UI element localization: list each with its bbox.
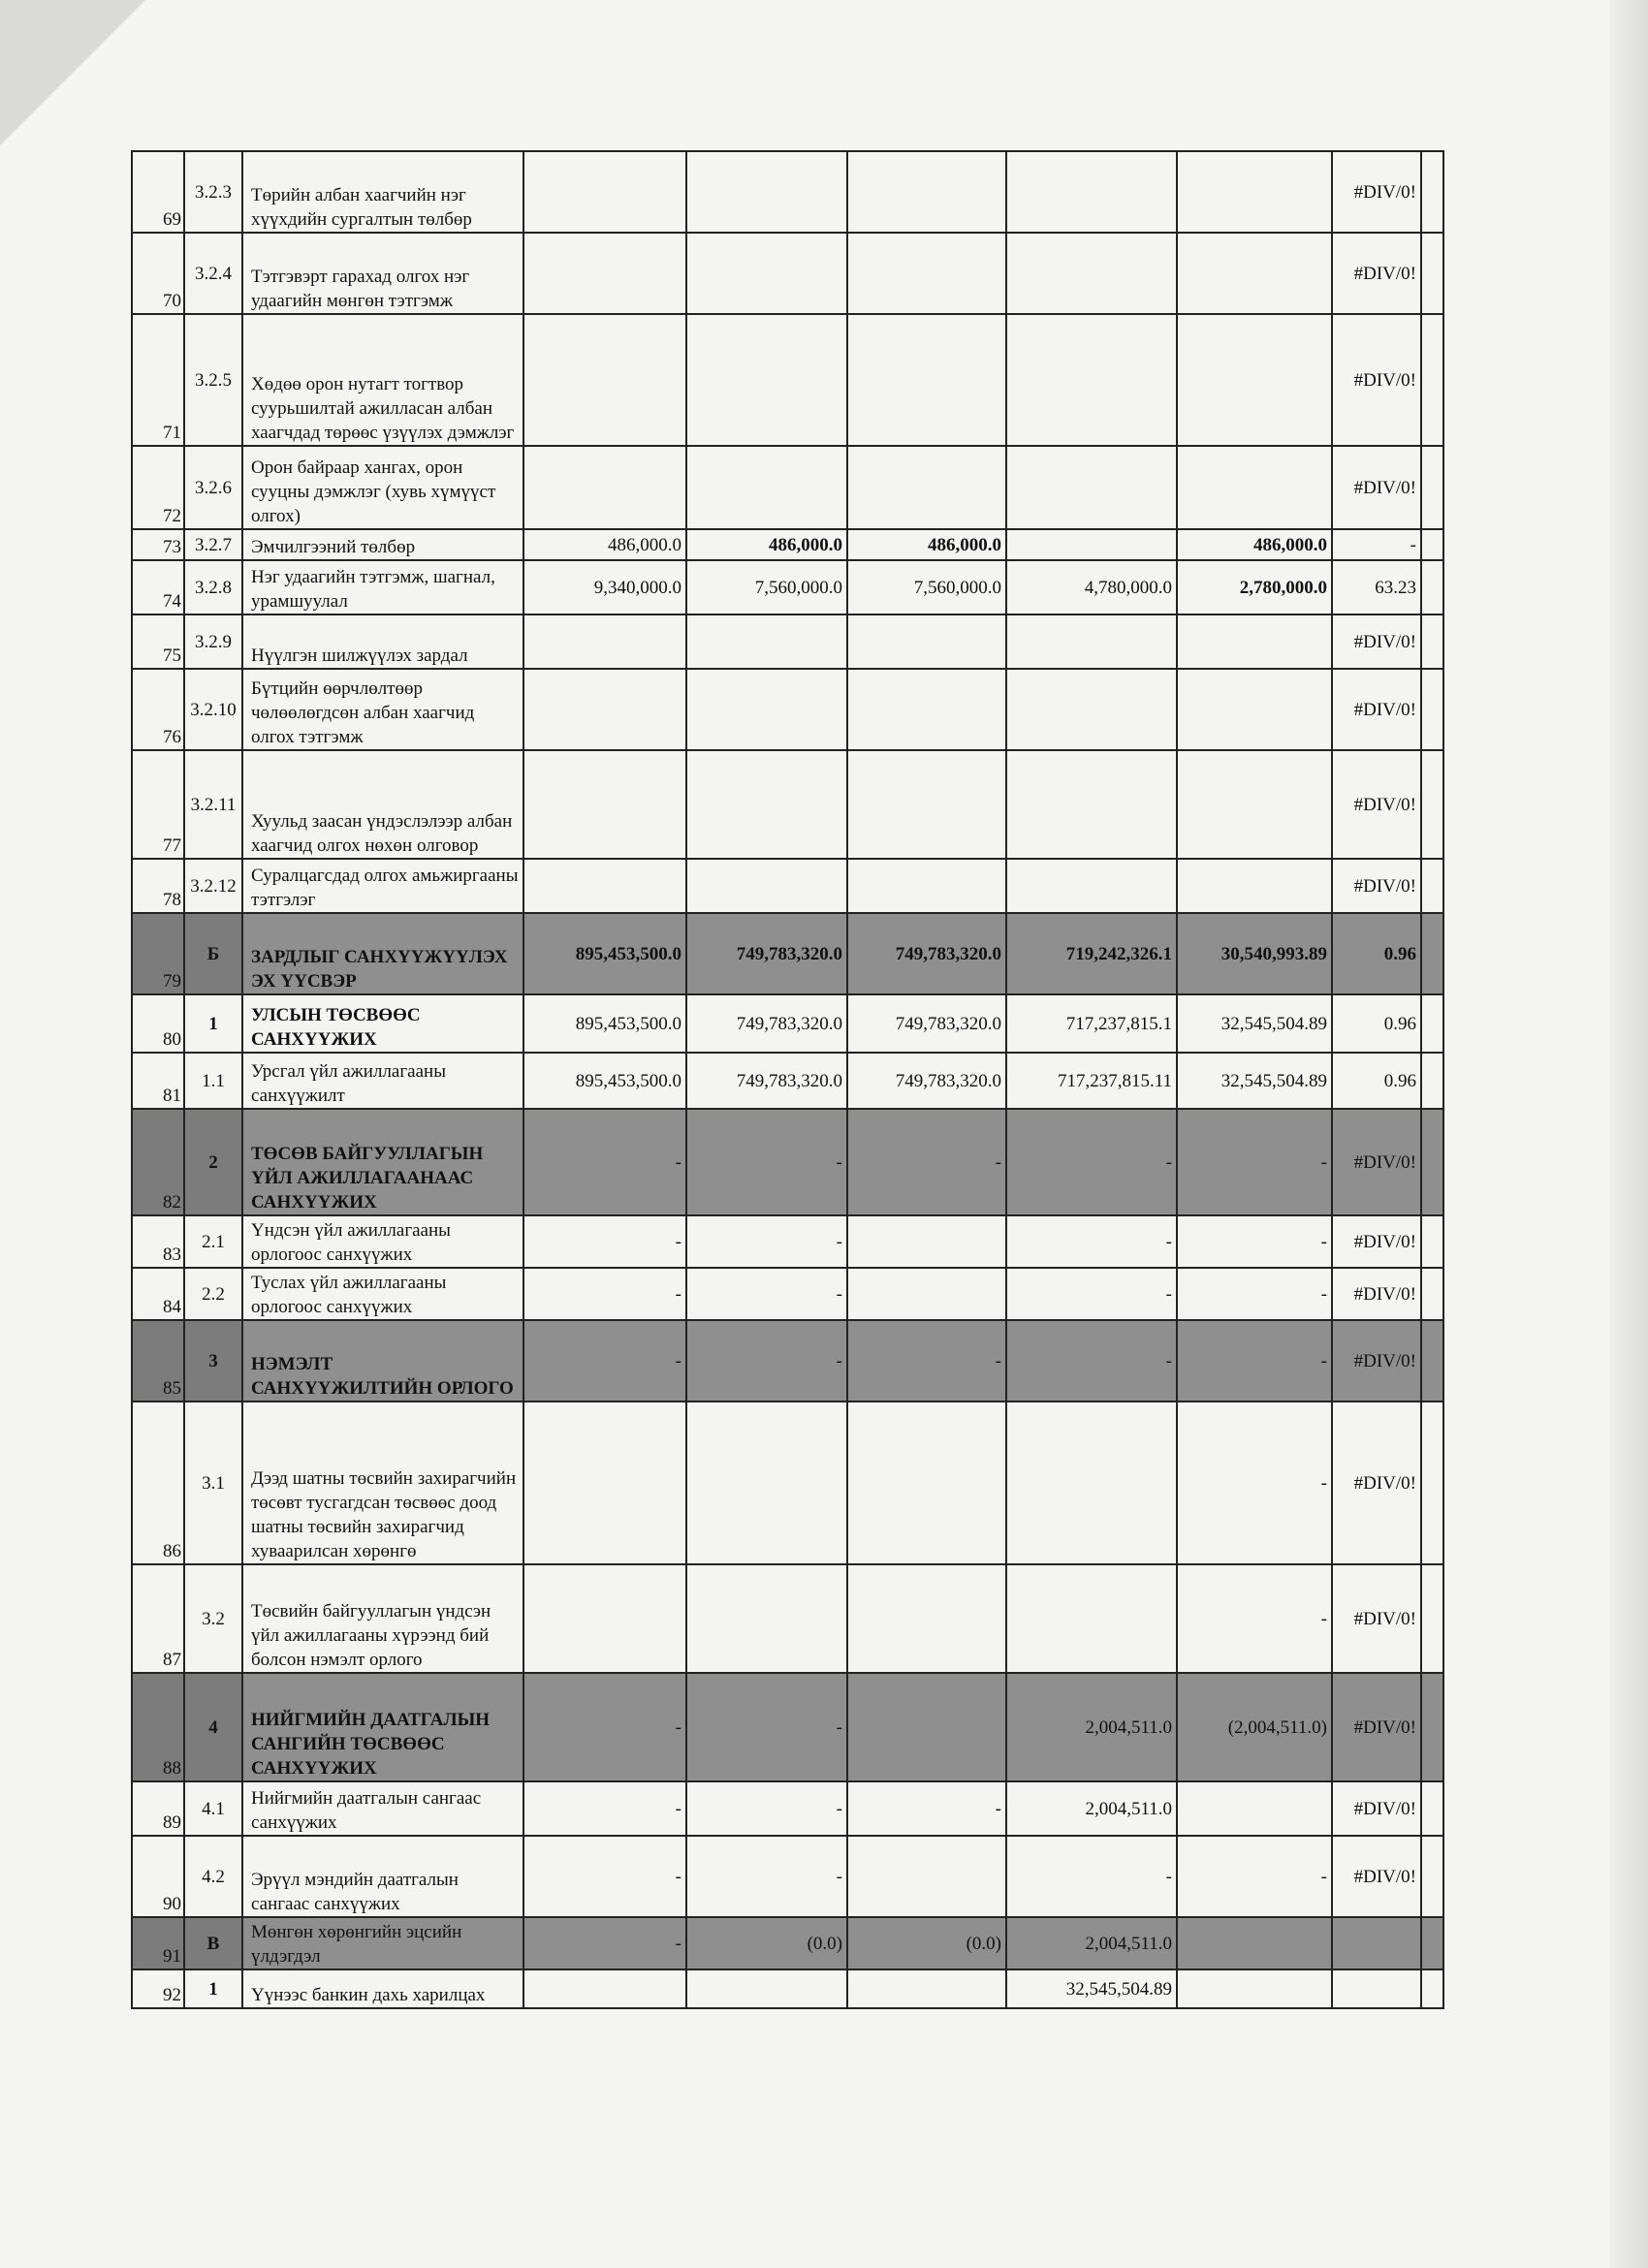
value-cell-5: -	[1177, 1320, 1332, 1402]
value-cell-5	[1177, 750, 1332, 859]
row-name-cell: Бүтцийн өөрчлөлтөөр чөлөөлөгдсөн албан хаагчид олгох тэтгэмж	[242, 669, 523, 750]
value-cell-4	[1006, 151, 1177, 233]
value-cell-2: (0.0)	[686, 1917, 847, 1969]
value-cell-4: -	[1006, 1320, 1177, 1402]
value-cell-5	[1177, 859, 1332, 913]
value-cell-3	[847, 669, 1006, 750]
blank-cell	[1421, 314, 1443, 446]
row-number-cell: 91	[132, 1917, 184, 1969]
table-row	[132, 1320, 1443, 1402]
value-cell-1	[523, 233, 686, 314]
value-cell-2	[686, 233, 847, 314]
value-cell-5: 30,540,993.89	[1177, 913, 1332, 994]
row-code-cell: 3.2.6	[184, 446, 242, 529]
row-code-cell: 4	[184, 1673, 242, 1781]
value-cell-5: 486,000.0	[1177, 529, 1332, 560]
value-cell-5	[1177, 151, 1332, 233]
value-cell-4	[1006, 314, 1177, 446]
value-cell-4	[1006, 446, 1177, 529]
value-cell-2	[686, 614, 847, 669]
value-cell-3	[847, 750, 1006, 859]
row-code-cell: 2.2	[184, 1268, 242, 1320]
value-cell-4	[1006, 529, 1177, 560]
value-cell-6: #DIV/0!	[1332, 1673, 1421, 1781]
blank-cell	[1421, 1564, 1443, 1673]
row-number-cell: 82	[132, 1109, 184, 1215]
table-row	[132, 446, 1443, 529]
value-cell-1	[523, 750, 686, 859]
value-cell-3: (0.0)	[847, 1917, 1006, 1969]
value-cell-3	[847, 1215, 1006, 1268]
value-cell-3: 749,783,320.0	[847, 1053, 1006, 1109]
blank-cell	[1421, 446, 1443, 529]
table-row	[132, 1215, 1443, 1268]
value-cell-5: (2,004,511.0)	[1177, 1673, 1332, 1781]
table-row	[132, 1109, 1443, 1215]
value-cell-1: -	[523, 1781, 686, 1836]
value-cell-6: #DIV/0!	[1332, 314, 1421, 446]
value-cell-3	[847, 1969, 1006, 2008]
value-cell-6: #DIV/0!	[1332, 669, 1421, 750]
value-cell-1	[523, 1402, 686, 1564]
row-code-cell: 3.2.3	[184, 151, 242, 233]
value-cell-4	[1006, 669, 1177, 750]
row-name-cell: УЛСЫН ТӨСВӨӨС САНХҮҮЖИХ	[242, 994, 523, 1053]
row-number-cell: 88	[132, 1673, 184, 1781]
value-cell-3	[847, 1268, 1006, 1320]
value-cell-1: -	[523, 1836, 686, 1917]
table-row	[132, 233, 1443, 314]
page-corner-fold	[0, 0, 145, 145]
value-cell-5	[1177, 233, 1332, 314]
row-number-cell: 73	[132, 529, 184, 560]
value-cell-4	[1006, 614, 1177, 669]
row-number-cell: 74	[132, 560, 184, 614]
value-cell-3: -	[847, 1320, 1006, 1402]
row-name-cell: Орон байраар хангах, орон сууцны дэмжлэг (хувь хүмүүст олгох)	[242, 446, 523, 529]
row-number-cell: 81	[132, 1053, 184, 1109]
value-cell-3	[847, 614, 1006, 669]
row-number-cell: 84	[132, 1268, 184, 1320]
row-number-cell: 87	[132, 1564, 184, 1673]
value-cell-3: 749,783,320.0	[847, 913, 1006, 994]
row-code-cell: 3	[184, 1320, 242, 1402]
row-code-cell: 2.1	[184, 1215, 242, 1268]
value-cell-5: 32,545,504.89	[1177, 994, 1332, 1053]
row-code-cell: Б	[184, 913, 242, 994]
value-cell-2	[686, 446, 847, 529]
value-cell-2: 7,560,000.0	[686, 560, 847, 614]
row-number-cell: 71	[132, 314, 184, 446]
row-number-cell: 77	[132, 750, 184, 859]
row-code-cell: 1.1	[184, 1053, 242, 1109]
value-cell-3	[847, 233, 1006, 314]
row-number-cell: 80	[132, 994, 184, 1053]
value-cell-3	[847, 1673, 1006, 1781]
table-row	[132, 529, 1443, 560]
value-cell-6: #DIV/0!	[1332, 1781, 1421, 1836]
value-cell-4	[1006, 859, 1177, 913]
value-cell-1	[523, 669, 686, 750]
table-row	[132, 614, 1443, 669]
value-cell-3: 486,000.0	[847, 529, 1006, 560]
value-cell-1: -	[523, 1215, 686, 1268]
value-cell-5	[1177, 669, 1332, 750]
blank-cell	[1421, 750, 1443, 859]
row-name-cell: НИЙГМИЙН ДААТГАЛЫН САНГИЙН ТӨСВӨӨС САНХҮҮЖИХ	[242, 1673, 523, 1781]
blank-cell	[1421, 1215, 1443, 1268]
value-cell-4	[1006, 1402, 1177, 1564]
value-cell-6: #DIV/0!	[1332, 1215, 1421, 1268]
blank-cell	[1421, 233, 1443, 314]
row-code-cell: 3.2.8	[184, 560, 242, 614]
value-cell-3: -	[847, 1109, 1006, 1215]
table-row	[132, 1564, 1443, 1673]
value-cell-2: -	[686, 1836, 847, 1917]
value-cell-2	[686, 750, 847, 859]
value-cell-5: -	[1177, 1564, 1332, 1673]
blank-cell	[1421, 1053, 1443, 1109]
row-number-cell: 79	[132, 913, 184, 994]
blank-cell	[1421, 560, 1443, 614]
row-name-cell: Урсгал үйл ажиллагааны санхүүжилт	[242, 1053, 523, 1109]
table-row	[132, 1781, 1443, 1836]
value-cell-4: -	[1006, 1109, 1177, 1215]
blank-cell	[1421, 1109, 1443, 1215]
value-cell-1: -	[523, 1268, 686, 1320]
value-cell-1	[523, 446, 686, 529]
row-number-cell: 86	[132, 1402, 184, 1564]
value-cell-6: #DIV/0!	[1332, 1564, 1421, 1673]
blank-cell	[1421, 913, 1443, 994]
row-number-cell: 89	[132, 1781, 184, 1836]
row-number-cell: 83	[132, 1215, 184, 1268]
value-cell-3	[847, 446, 1006, 529]
row-number-cell: 72	[132, 446, 184, 529]
blank-cell	[1421, 1268, 1443, 1320]
value-cell-2: -	[686, 1268, 847, 1320]
value-cell-4: 717,237,815.11	[1006, 1053, 1177, 1109]
value-cell-3	[847, 1564, 1006, 1673]
value-cell-1: -	[523, 1109, 686, 1215]
value-cell-6: #DIV/0!	[1332, 1320, 1421, 1402]
row-name-cell: Тэтгэвэрт гарахад олгох нэг удаагийн мөнгөн тэтгэмж	[242, 233, 523, 314]
row-name-cell: Дээд шатны төсвийн захирагчийн төсөвт тусгагдсан төсвөөс доод шатны төсвийн захирагчид хуваарилсан хөрөнгө	[242, 1402, 523, 1564]
row-name-cell: Төсвийн байгууллагын үндсэн үйл ажиллагааны хүрээнд бий болсон нэмэлт орлого	[242, 1564, 523, 1673]
value-cell-4: 719,242,326.1	[1006, 913, 1177, 994]
row-name-cell: ТӨСӨВ БАЙГУУЛЛАГЫН ҮЙЛ АЖИЛЛАГААНААС САНХҮҮЖИХ	[242, 1109, 523, 1215]
row-code-cell: 3.2.4	[184, 233, 242, 314]
blank-cell	[1421, 1320, 1443, 1402]
value-cell-2: -	[686, 1109, 847, 1215]
value-cell-3: -	[847, 1781, 1006, 1836]
value-cell-5	[1177, 314, 1332, 446]
value-cell-3: 7,560,000.0	[847, 560, 1006, 614]
value-cell-5	[1177, 614, 1332, 669]
value-cell-6	[1332, 1969, 1421, 2008]
value-cell-5: 32,545,504.89	[1177, 1053, 1332, 1109]
table-row	[132, 913, 1443, 994]
value-cell-1	[523, 859, 686, 913]
blank-cell	[1421, 1781, 1443, 1836]
value-cell-2: -	[686, 1673, 847, 1781]
table-body	[132, 151, 1443, 2008]
row-code-cell: 3.2.11	[184, 750, 242, 859]
value-cell-6: #DIV/0!	[1332, 1109, 1421, 1215]
value-cell-4	[1006, 1564, 1177, 1673]
value-cell-1: -	[523, 1917, 686, 1969]
table-row	[132, 1402, 1443, 1564]
blank-cell	[1421, 1969, 1443, 2008]
value-cell-6: #DIV/0!	[1332, 151, 1421, 233]
row-code-cell: 3.2.10	[184, 669, 242, 750]
blank-cell	[1421, 1673, 1443, 1781]
value-cell-5: -	[1177, 1836, 1332, 1917]
value-cell-5: -	[1177, 1402, 1332, 1564]
row-code-cell: 1	[184, 994, 242, 1053]
row-code-cell: 4.1	[184, 1781, 242, 1836]
table-row	[132, 750, 1443, 859]
value-cell-5: -	[1177, 1268, 1332, 1320]
table-row	[132, 1969, 1443, 2008]
value-cell-1: 895,453,500.0	[523, 994, 686, 1053]
table-row	[132, 1836, 1443, 1917]
table-row	[132, 1268, 1443, 1320]
value-cell-3	[847, 1402, 1006, 1564]
row-name-cell: Эрүүл мэндийн даатгалын сангаас санхүүжих	[242, 1836, 523, 1917]
table-row	[132, 560, 1443, 614]
row-code-cell: 1	[184, 1969, 242, 2008]
value-cell-1: -	[523, 1673, 686, 1781]
value-cell-3: 749,783,320.0	[847, 994, 1006, 1053]
value-cell-1: -	[523, 1320, 686, 1402]
value-cell-6: #DIV/0!	[1332, 1402, 1421, 1564]
value-cell-6: #DIV/0!	[1332, 1268, 1421, 1320]
row-number-cell: 90	[132, 1836, 184, 1917]
table-row	[132, 1917, 1443, 1969]
table-row	[132, 669, 1443, 750]
blank-cell	[1421, 1836, 1443, 1917]
value-cell-4	[1006, 233, 1177, 314]
row-name-cell: Мөнгөн хөрөнгийн эцсийн үлдэгдэл	[242, 1917, 523, 1969]
blank-cell	[1421, 1917, 1443, 1969]
value-cell-5: 2,780,000.0	[1177, 560, 1332, 614]
value-cell-2: 486,000.0	[686, 529, 847, 560]
blank-cell	[1421, 529, 1443, 560]
blank-cell	[1421, 1402, 1443, 1564]
blank-cell	[1421, 669, 1443, 750]
value-cell-5: -	[1177, 1215, 1332, 1268]
value-cell-6: #DIV/0!	[1332, 1836, 1421, 1917]
value-cell-6: #DIV/0!	[1332, 446, 1421, 529]
value-cell-2	[686, 859, 847, 913]
value-cell-2	[686, 669, 847, 750]
value-cell-1: 895,453,500.0	[523, 1053, 686, 1109]
value-cell-2: -	[686, 1320, 847, 1402]
value-cell-5	[1177, 446, 1332, 529]
row-number-cell: 78	[132, 859, 184, 913]
table-row	[132, 151, 1443, 233]
value-cell-2	[686, 1969, 847, 2008]
value-cell-6: #DIV/0!	[1332, 750, 1421, 859]
row-name-cell: Эмчилгээний төлбөр	[242, 529, 523, 560]
table-row	[132, 1053, 1443, 1109]
page-edge-shadow	[1609, 0, 1648, 2268]
table-row	[132, 314, 1443, 446]
value-cell-4: 2,004,511.0	[1006, 1673, 1177, 1781]
value-cell-6: 63.23	[1332, 560, 1421, 614]
row-code-cell: 3.2.9	[184, 614, 242, 669]
value-cell-4: 4,780,000.0	[1006, 560, 1177, 614]
row-number-cell: 70	[132, 233, 184, 314]
value-cell-2	[686, 151, 847, 233]
value-cell-6: 0.96	[1332, 1053, 1421, 1109]
table-row	[132, 1673, 1443, 1781]
value-cell-2: 749,783,320.0	[686, 913, 847, 994]
value-cell-5	[1177, 1781, 1332, 1836]
row-name-cell: НЭМЭЛТ САНХҮҮЖИЛТИЙН ОРЛОГО	[242, 1320, 523, 1402]
row-name-cell: ЗАРДЛЫГ САНХҮҮЖҮҮЛЭХ ЭХ ҮҮСВЭР	[242, 913, 523, 994]
row-name-cell: Суралцагсдад олгох амьжиргааны тэтгэлэг	[242, 859, 523, 913]
row-code-cell: 3.2	[184, 1564, 242, 1673]
row-code-cell: 3.1	[184, 1402, 242, 1564]
blank-cell	[1421, 994, 1443, 1053]
value-cell-5	[1177, 1969, 1332, 2008]
value-cell-4: 717,237,815.1	[1006, 994, 1177, 1053]
value-cell-4: 2,004,511.0	[1006, 1781, 1177, 1836]
value-cell-6	[1332, 1917, 1421, 1969]
value-cell-4: -	[1006, 1268, 1177, 1320]
row-name-cell: Үүнээс банкин дахь харилцах	[242, 1969, 523, 2008]
value-cell-6: -	[1332, 529, 1421, 560]
row-name-cell: Нүүлгэн шилжүүлэх зардал	[242, 614, 523, 669]
value-cell-2: 749,783,320.0	[686, 1053, 847, 1109]
value-cell-3	[847, 859, 1006, 913]
value-cell-4: -	[1006, 1215, 1177, 1268]
row-number-cell: 85	[132, 1320, 184, 1402]
blank-cell	[1421, 859, 1443, 913]
row-name-cell: Хуульд заасан үндэслэлээр албан хаагчид олгох нөхөн олговор	[242, 750, 523, 859]
row-code-cell: 4.2	[184, 1836, 242, 1917]
value-cell-2: 749,783,320.0	[686, 994, 847, 1053]
value-cell-1	[523, 1969, 686, 2008]
row-code-cell: 3.2.5	[184, 314, 242, 446]
value-cell-5: -	[1177, 1109, 1332, 1215]
value-cell-4: 32,545,504.89	[1006, 1969, 1177, 2008]
row-name-cell: Нэг удаагийн тэтгэмж, шагнал, урамшуулал	[242, 560, 523, 614]
blank-cell	[1421, 614, 1443, 669]
row-name-cell: Туслах үйл ажиллагааны орлогоос санхүүжих	[242, 1268, 523, 1320]
row-number-cell: 76	[132, 669, 184, 750]
value-cell-1: 486,000.0	[523, 529, 686, 560]
value-cell-3	[847, 151, 1006, 233]
row-name-cell: Төрийн албан хаагчийн нэг хүүхдийн сургалтын төлбөр	[242, 151, 523, 233]
value-cell-4	[1006, 750, 1177, 859]
value-cell-1	[523, 151, 686, 233]
value-cell-5	[1177, 1917, 1332, 1969]
value-cell-1	[523, 1564, 686, 1673]
row-number-cell: 75	[132, 614, 184, 669]
row-code-cell: В	[184, 1917, 242, 1969]
value-cell-2	[686, 314, 847, 446]
row-number-cell: 92	[132, 1969, 184, 2008]
value-cell-6: #DIV/0!	[1332, 614, 1421, 669]
value-cell-4: -	[1006, 1836, 1177, 1917]
row-code-cell: 2	[184, 1109, 242, 1215]
row-code-cell: 3.2.7	[184, 529, 242, 560]
row-name-cell: Үндсэн үйл ажиллагааны орлогоос санхүүжих	[242, 1215, 523, 1268]
value-cell-6: #DIV/0!	[1332, 233, 1421, 314]
value-cell-1: 895,453,500.0	[523, 913, 686, 994]
value-cell-2: -	[686, 1215, 847, 1268]
table-row	[132, 994, 1443, 1053]
row-number-cell: 69	[132, 151, 184, 233]
value-cell-4: 2,004,511.0	[1006, 1917, 1177, 1969]
value-cell-6: 0.96	[1332, 913, 1421, 994]
row-name-cell: Нийгмийн даатгалын сангаас санхүүжих	[242, 1781, 523, 1836]
value-cell-2: -	[686, 1781, 847, 1836]
value-cell-1: 9,340,000.0	[523, 560, 686, 614]
value-cell-2	[686, 1564, 847, 1673]
budget-table	[131, 150, 1444, 2009]
value-cell-1	[523, 314, 686, 446]
value-cell-3	[847, 314, 1006, 446]
value-cell-6: #DIV/0!	[1332, 859, 1421, 913]
table-row	[132, 859, 1443, 913]
blank-cell	[1421, 151, 1443, 233]
row-code-cell: 3.2.12	[184, 859, 242, 913]
value-cell-2	[686, 1402, 847, 1564]
value-cell-6: 0.96	[1332, 994, 1421, 1053]
value-cell-1	[523, 614, 686, 669]
value-cell-3	[847, 1836, 1006, 1917]
row-name-cell: Хөдөө орон нутагт тогтвор суурьшилтай ажилласан албан хаагчдад төрөөс үзүүлэх дэмжлэг	[242, 314, 523, 446]
